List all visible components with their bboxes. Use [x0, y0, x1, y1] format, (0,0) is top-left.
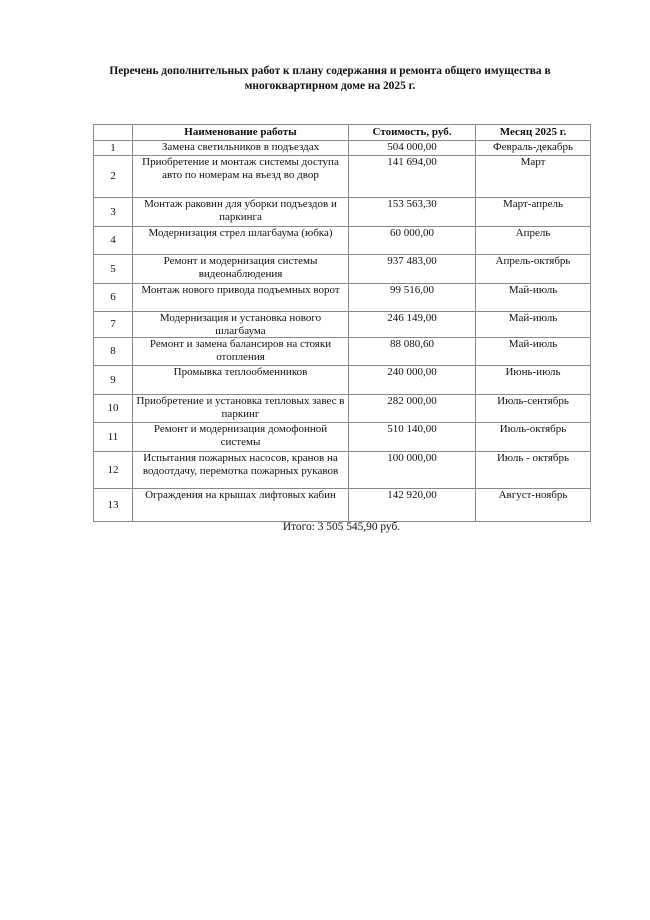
- work-name: Монтаж раковин для уборки подъездов и паркинга: [133, 198, 349, 227]
- table-row: [94, 338, 591, 366]
- table-header-row: [94, 125, 591, 141]
- row-number: 6: [94, 284, 133, 312]
- works-table: [93, 124, 591, 522]
- table-row: [94, 312, 591, 338]
- table-row: [94, 489, 591, 522]
- header-month: Месяц 2025 г.: [476, 125, 591, 141]
- table-row: [94, 198, 591, 227]
- work-cost: 88 080,60: [349, 338, 476, 366]
- work-name: Замена светильников в подъездах: [133, 141, 349, 156]
- work-name: Испытания пожарных насосов, кранов на водоотдачу, перемотка пожарных рукавов: [133, 452, 349, 489]
- row-number: 11: [94, 423, 133, 452]
- row-number: 3: [94, 198, 133, 227]
- work-cost: 100 000,00: [349, 452, 476, 489]
- work-month: Май-июль: [476, 312, 591, 338]
- title-line-1: Перечень дополнительных работ к плану содержания и ремонта общего имущества в: [109, 65, 551, 77]
- work-month: Июль - октябрь: [476, 452, 591, 489]
- table-row: [94, 255, 591, 284]
- row-number: 5: [94, 255, 133, 284]
- header-work-name: Наименование работы: [133, 125, 349, 141]
- work-name: Ограждения на крышах лифтовых кабин: [133, 489, 349, 522]
- work-cost: 60 000,00: [349, 227, 476, 255]
- table-row: [94, 284, 591, 312]
- row-number: 2: [94, 156, 133, 198]
- table-row: [94, 366, 591, 395]
- document-title: [100, 64, 560, 94]
- row-number: 13: [94, 489, 133, 522]
- work-name: Приобретение и установка тепловых завес в паркинг: [133, 395, 349, 423]
- work-name: Модернизация и установка нового шлагбаума: [133, 312, 349, 338]
- work-cost: 510 140,00: [349, 423, 476, 452]
- table-row: [94, 395, 591, 423]
- work-name: Промывка теплообменников: [133, 366, 349, 395]
- row-number: 7: [94, 312, 133, 338]
- work-cost: 153 563,30: [349, 198, 476, 227]
- table-row: [94, 452, 591, 489]
- table-row: [94, 423, 591, 452]
- total-sum: Итого: 3 505 545,90 руб.: [282, 521, 401, 533]
- row-number: 9: [94, 366, 133, 395]
- row-number: 10: [94, 395, 133, 423]
- work-name: Приобретение и монтаж системы доступа авто по номерам на въезд во двор: [133, 156, 349, 198]
- work-name: Монтаж нового привода подъемных ворот: [133, 284, 349, 312]
- work-month: Июнь-июль: [476, 366, 591, 395]
- work-month: Апрель: [476, 227, 591, 255]
- row-number: 1: [94, 141, 133, 156]
- table-row: [94, 141, 591, 156]
- work-cost: 142 920,00: [349, 489, 476, 522]
- header-cost: Стоимость, руб.: [349, 125, 476, 141]
- work-cost: 937 483,00: [349, 255, 476, 284]
- work-month: Май-июль: [476, 338, 591, 366]
- work-cost: 240 000,00: [349, 366, 476, 395]
- work-month: Март: [476, 156, 591, 198]
- work-cost: 99 516,00: [349, 284, 476, 312]
- work-name: Ремонт и модернизация системы видеонаблюдения: [133, 255, 349, 284]
- work-cost: 246 149,00: [349, 312, 476, 338]
- work-name: Ремонт и модернизация домофонной системы: [133, 423, 349, 452]
- work-month: Март-апрель: [476, 198, 591, 227]
- work-cost: 504 000,00: [349, 141, 476, 156]
- work-name: Ремонт и замена балансиров на стояки отопления: [133, 338, 349, 366]
- work-month: Август-ноябрь: [476, 489, 591, 522]
- work-month: Июль-октябрь: [476, 423, 591, 452]
- work-cost: 282 000,00: [349, 395, 476, 423]
- work-month: Февраль-декабрь: [476, 141, 591, 156]
- title-line-2: многоквартирном доме на 2025 г.: [244, 80, 416, 92]
- row-number: 8: [94, 338, 133, 366]
- work-cost: 141 694,00: [349, 156, 476, 198]
- work-month: Апрель-октябрь: [476, 255, 591, 284]
- work-month: Июль-сентябрь: [476, 395, 591, 423]
- work-month: Май-июль: [476, 284, 591, 312]
- header-number: [94, 125, 133, 141]
- work-name: Модернизация стрел шлагбаума (юбка): [133, 227, 349, 255]
- table-row: [94, 156, 591, 198]
- row-number: 4: [94, 227, 133, 255]
- table-row: [94, 227, 591, 255]
- row-number: 12: [94, 452, 133, 489]
